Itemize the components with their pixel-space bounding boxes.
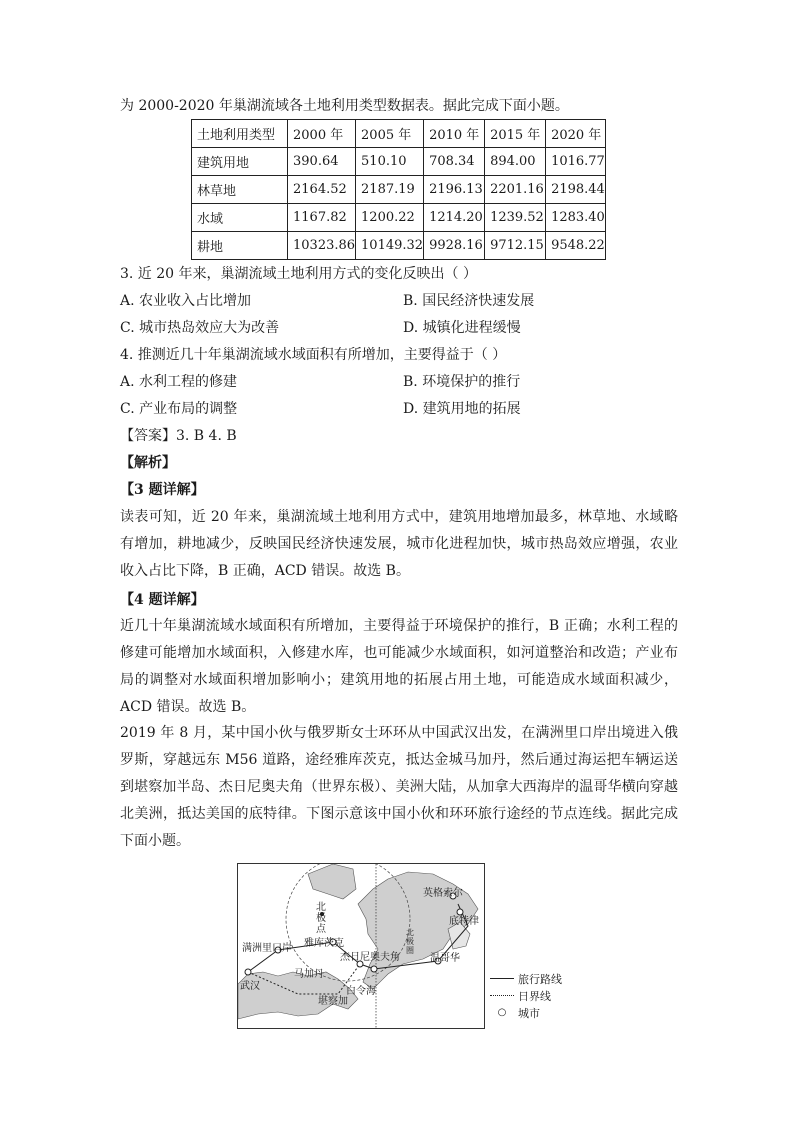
table-cell: 建筑用地 [192,148,288,176]
table-header-cell: 2020 年 [546,120,606,148]
legend-dateline [490,987,562,1004]
label-vancouver: 温哥华 [430,953,460,964]
table-cell: 10323.86 [288,232,356,260]
label-arctic-circle: 北 极 圈 [406,928,414,955]
map-legend [490,970,562,1021]
analysis-heading: 【解析】 [120,455,176,471]
label-kamchatka: 堪察加 [318,996,348,1007]
city-wuhan [245,969,251,975]
q3-option-a: A. 农业收入占比增加 [120,293,252,309]
table-cell: 2164.52 [288,176,356,204]
city-dezhnev [371,966,377,972]
table-header-cell: 2010 年 [424,120,485,148]
label-manzhouli: 满洲里口岸 [242,943,292,954]
table-cell: 9548.22 [546,232,606,260]
label-bering-sea: 白令海 [346,986,376,997]
table-row [192,204,606,232]
legend-dateline-symbol [490,995,514,996]
q4-detail-heading: 【4 题详解】 [120,592,205,608]
table-row [192,232,606,260]
table-cell: 2198.44 [546,176,606,204]
legend-route-label: 旅行路线 [518,972,562,986]
table-cell: 1239.52 [485,204,546,232]
q3-detail-text: 读表可知，近 20 年来，巢湖流域土地利用方式中，建筑用地增加最多，林草地、水域略有增加，耕地减少，反映国民经济快速发展，城市化进程加快，城市热岛效应增强，农业收入占比下降，B 正确，ACD 错误。故选 B。 [120,509,678,579]
legend-route [490,970,562,987]
table-header-row [192,120,606,148]
label-detroit: 底特律 [449,916,479,927]
q3-option-d: D. 城镇化进程缓慢 [403,320,521,336]
q4-option-b: B. 环境保护的推行 [403,374,521,390]
legend-dateline-label: 日界线 [518,989,551,1003]
table-cell: 9928.16 [424,232,485,260]
table-header-cell: 2015 年 [485,120,546,148]
q4-option-c: C. 产业布局的调整 [120,401,238,417]
table-cell: 510.10 [356,148,424,176]
q4-detail-text: 近几十年巢湖流域水域面积有所增加，主要得益于环境保护的推行，B 正确；水利工程的修建可能增加水域面积，入修建水库，也可能减少水域面积，如河道整治和改造；产业布局的调整对水域面积增加影响小；建筑用地的拓展占用土地，可能造成水域面积减少，ACD 错误。故选 B。 [120,618,678,715]
legend-city-symbol: ○ [497,1007,507,1018]
intro-text: 为 2000-2020 年巢湖流域各土地利用类型数据表。据此完成下面小题。 [120,98,569,114]
answer-line: 【答案】3. B 4. B [120,428,237,444]
table-cell: 耕地 [192,232,288,260]
travel-passage: 2019 年 8 月，某中国小伙与俄罗斯女士环环从中国武汉出发，在满洲里口岸出境进入俄罗斯，穿越远东 M56 道路，途经雅库茨克，抵达金城马加丹，然后通过海运把车辆运送到堪察加半岛、杰日尼奥夫角（世界东极）、美洲大陆，从加拿大西海岸的温哥华横向穿越北美洲，抵达美国的底特律。下图示意该中国小伙和环环旅行途经的节点连线。据此完成下面小题。 [120,725,678,849]
legend-city [490,1004,562,1021]
land-use-table [191,119,606,260]
label-wuhan: 武汉 [240,981,260,992]
table-header-cell: 2005 年 [356,120,424,148]
travel-route-map [237,863,485,1029]
label-north-pole: 北 极 点 [316,902,326,935]
table-cell: 1016.77 [546,148,606,176]
table-header-cell: 2000 年 [288,120,356,148]
table-cell: 1283.40 [546,204,606,232]
table-cell: 2201.16 [485,176,546,204]
q3-detail-heading: 【3 题详解】 [120,482,205,498]
q3-option-b: B. 国民经济快速发展 [403,293,535,309]
table-header-cell: 土地利用类型 [192,120,288,148]
label-magadan: 马加丹 [294,969,324,980]
question-3-stem: 3. 近 20 年来，巢湖流域土地利用方式的变化反映出（ ） [120,266,477,282]
q3-option-c: C. 城市热岛效应大为改善 [120,320,280,336]
table-cell: 1200.22 [356,204,424,232]
table-cell: 9712.15 [485,232,546,260]
table-cell: 2196.13 [424,176,485,204]
question-4-stem: 4. 推测近几十年巢湖流域水域面积有所增加，主要得益于（ ） [120,347,507,363]
table-row [192,176,606,204]
table-cell: 708.34 [424,148,485,176]
label-dezhnev: 杰日尼奥夫角 [340,952,400,963]
table-cell: 水域 [192,204,288,232]
table-cell: 1167.82 [288,204,356,232]
label-yakutsk: 雅库茨克 [304,938,344,949]
table-cell: 1214.20 [424,204,485,232]
table-cell: 894.00 [485,148,546,176]
city-detroit [457,909,463,915]
q4-option-d: D. 建筑用地的拓展 [403,401,521,417]
greenland-landmass [308,864,356,899]
table-cell: 林草地 [192,176,288,204]
q4-option-a: A. 水利工程的修建 [120,374,238,390]
table-cell: 2187.19 [356,176,424,204]
legend-city-label: 城市 [518,1006,540,1020]
table-row [192,148,606,176]
legend-route-symbol [490,978,514,979]
table-cell: 10149.32 [356,232,424,260]
label-yingesuoer: 英格索尔 [423,888,463,899]
table-cell: 390.64 [288,148,356,176]
